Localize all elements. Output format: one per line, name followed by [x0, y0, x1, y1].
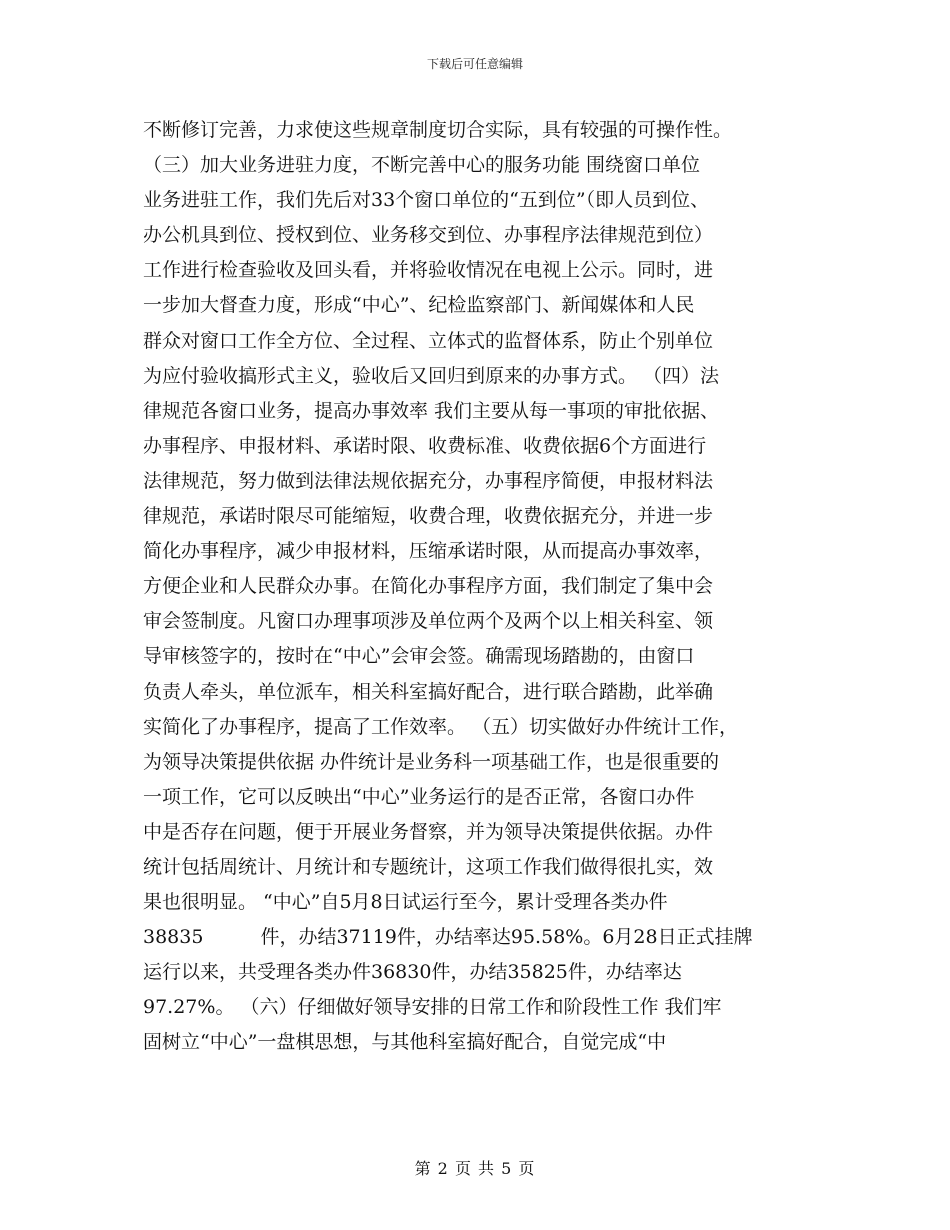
text-line: 简化办事程序，减少申报材料，压缩承诺时限，从而提高办事效率， — [143, 540, 714, 563]
text-line: 一步加大督查力度，形成“中心”、纪检监察部门、新闻媒体和人民 — [143, 294, 695, 317]
text-line: 律规范各窗口业务，提高办事效率 我们主要从每一事项的审批依据、 — [143, 399, 720, 422]
page-header: 下载后可任意编辑 — [426, 57, 523, 71]
text-line: 律规范，承诺时限尽可能缩短，收费合理，收费依据充分，并进一步 — [143, 505, 714, 528]
text-line: 固树立“中心”一盘棋思想，与其他科室搞好配合，自觉完成“中 — [143, 1031, 667, 1054]
text-line: 办事程序、申报材料、承诺时限、收费标准、收费依据6个方面进行 — [143, 434, 707, 457]
text-line: 工作进行检查验收及回头看，并将验收情况在电视上公示。同时，进 — [143, 259, 714, 282]
text-line: （三）加大业务进驻力度，不断完善中心的服务功能 围绕窗口单位 — [143, 154, 701, 177]
text-line: 38835 件，办结37119件，办结率达95.58%。6月28日正式挂牌 — [143, 926, 753, 949]
body-text — [143, 113, 823, 1061]
text-line: 果也很明显。 “中心”自5月8日试运行至今，累计受理各类办件 — [143, 891, 668, 914]
page-footer: 第 2 页 共 5 页 — [414, 1159, 536, 1178]
text-line: 业务进驻工作，我们先后对33个窗口单位的“五到位”（即人员到位、 — [143, 189, 710, 212]
text-line: 负责人牵头，单位派车，相关科室搞好配合，进行联合踏勘，此举确 — [143, 680, 714, 703]
text-line: 审会签制度。凡窗口办理事项涉及单位两个及两个以上相关科室、领 — [143, 610, 714, 633]
text-line: 方便企业和人民群众办事。在简化办事程序方面，我们制定了集中会 — [143, 575, 714, 598]
text-line: 为应付验收搞形式主义，验收后又回归到原来的办事方式。 （四）法 — [143, 364, 720, 387]
text-line: 群众对窗口工作全方位、全过程、立体式的监督体系，防止个别单位 — [143, 329, 714, 352]
text-line: 运行以来，共受理各类办件36830件，办结35825件，办结率达 — [143, 961, 682, 984]
text-line: 统计包括周统计、月统计和专题统计，这项工作我们做得很扎实，效 — [143, 855, 714, 878]
text-line: 97.27%。 （六）仔细做好领导安排的日常工作和阶段性工作 我们牢 — [143, 996, 722, 1019]
text-line: 法律规范，努力做到法律法规依据充分，办事程序简便，申报材料法 — [143, 469, 714, 492]
text-line: 实简化了办事程序，提高了工作效率。 （五）切实做好办件统计工作， — [143, 715, 739, 738]
text-line: 不断修订完善，力求使这些规章制度切合实际，具有较强的可操作性。 — [143, 119, 733, 141]
text-line: 导审核签字的，按时在“中心”会审会签。确需现场踏勘的，由窗口 — [143, 645, 695, 668]
text-line: 一项工作，它可以反映出“中心”业务运行的是否正常，各窗口办件 — [143, 785, 695, 808]
text-line: 办公机具到位、授权到位、业务移交到位、办事程序法律规范到位） — [143, 224, 714, 247]
text-line: 中是否存在问题，便于开展业务督察，并为领导决策提供依据。办件 — [143, 820, 714, 843]
text-line: 为领导决策提供依据 办件统计是业务科一项基础工作，也是很重要的 — [143, 750, 720, 773]
